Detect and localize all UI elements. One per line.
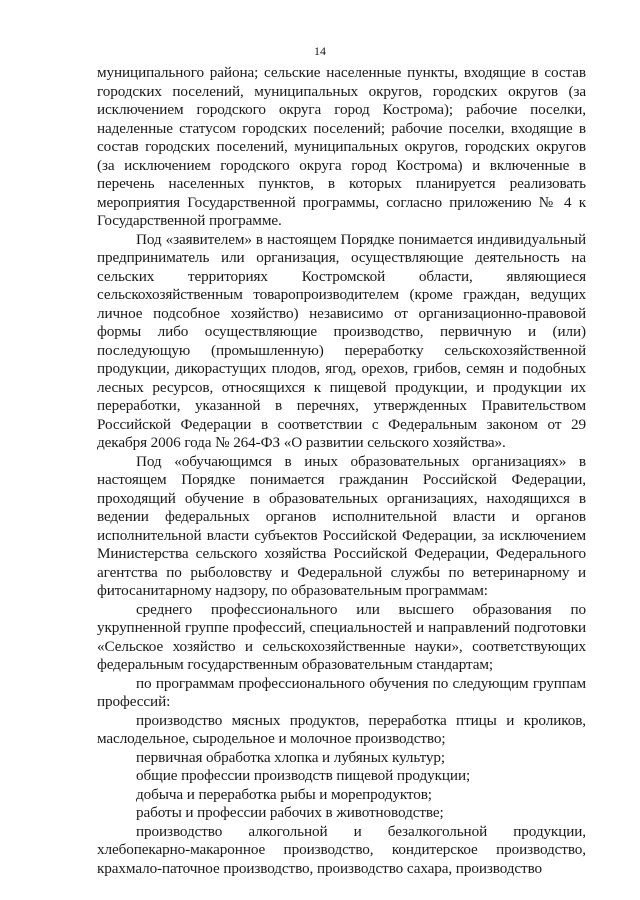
list-item: общие профессии производств пищевой продукции; [136,767,471,784]
list-item: производство алкогольной и безалкогольной продукции, хлебопекарно-макаронное производство, кондитерское производство, крахмало-паточное производство, производство сахара, производство [97,822,586,877]
paragraph-professional-training: по программам профессионального обучения по следующим группам профессий: [97,674,586,710]
list-item: добыча и переработка рыбы и морепродуктов; [136,785,432,803]
list-item: первичная обработка хлопка и лубяных культур; [136,748,446,766]
page-number: 14 [314,44,326,58]
list-item: работы и профессии рабочих в животноводстве; [136,804,444,821]
paragraph-student-definition: Под «обучающимся в иных образовательных организациях» в настоящем Порядке понимается гражданин Российской Федерации, проходящий обучение в образовательных организациях, находящихся в ведении федеральных органов исполнительной власти и органов исполнительной власти субъектов Российской Федерации, за исключением Министерства сельского хозяйства Российской Федерации, Федерального агентства по рыболовству и Федеральной службы по ветеринарному и фитосанитарному надзору, по образовательным программам: [97,452,586,599]
paragraph-higher-education: среднего профессионального или высшего образования по укрупненной группе профессий, специальностей и направлений подготовки «Сельское хозяйство и сельскохозяйственные науки», соответствующих федеральным государственным образовательным стандартам; [97,600,586,673]
list-item: производство мясных продуктов, переработка птицы и кроликов, маслодельное, сыродельное и молочное производство; [97,711,586,747]
paragraph-continuation: муниципального района; сельские населенные пункты, входящие в состав городских поселений, муниципальных округов, городских округов (за исключением городского округа город Кострома); рабочие поселки, наделенные статусом городских поселений; рабочие поселки, входящие в состав городских поселений, муниципальных округов, городских округов (за исключением городского округа город Кострома) и включенные в перечень населенных пунктов, в которых планируется реализовать мероприятия Государственной программы, согласно приложению № 4 к Государственной программе. [97,64,586,229]
paragraph-applicant-definition: Под «заявителем» в настоящем Порядке понимается индивидуальный предприниматель или организация, осуществляющие деятельность на сельских территориях Костромской области, являющиеся сельскохозяйственным товаропроизводителем (кроме граждан, ведущих личное подсобное хозяйство) независимо от организационно-правовой формы либо осуществляющие производство, первичную и (или) последующую (промышленную) переработку сельскохозяйственной продукции, дикорастущих плодов, ягод, орехов, грибов, семян и подобных лесных ресурсов, относящихся к пищевой продукции, и продукции их переработки, указанной в перечнях, утвержденных Правительством Российской Федерации в соответствии с Федеральным законом от 29 декабря 2006 года № 264-ФЗ «О развитии сельского хозяйства». [97,230,586,451]
document-body [97,64,586,878]
